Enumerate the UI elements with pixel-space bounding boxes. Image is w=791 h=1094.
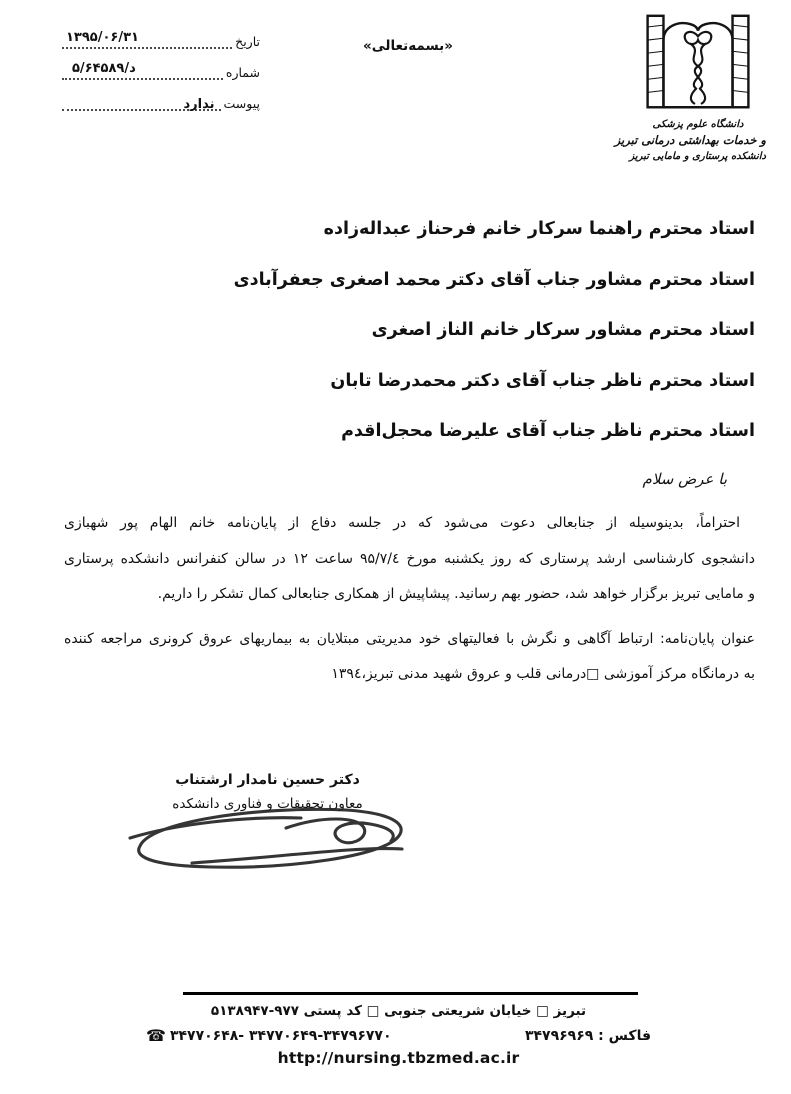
- thesis-title-line-1: عنوان پایان‌نامه: ارتباط آگاهی و نگرش با فعالیتهای خود مدیریتی مبتلایان به بیماریهای عروق کرونری مراجعه کننده: [64, 630, 755, 647]
- date-label: تاریخ: [235, 34, 260, 50]
- thesis-title-line-2: به درمانگاه مرکز آموزشی □درمانی قلب و عروق شهید مدنی تبریز،۱۳۹٤: [331, 666, 755, 682]
- number-label: شماره: [225, 65, 260, 81]
- university-emblem-icon: [642, 8, 754, 116]
- footer-website-url: http://nursing.tbzmed.ac.ir: [277, 1049, 520, 1067]
- number-dotted-leader: [62, 54, 223, 80]
- recipient-advisor-2: استاد محترم مشاور سرکار خانم الناز اصغری: [371, 320, 755, 340]
- letterhead-meta: [62, 18, 260, 111]
- salutation: با عرض سلام: [642, 470, 727, 488]
- number-value: ۵/د/۶۴۵۸۹: [72, 61, 136, 76]
- attachment-value: ندارد: [183, 97, 215, 112]
- signatory-title: معاون تحقیقات و فناوری دانشکده: [172, 796, 363, 812]
- footer: [146, 1003, 651, 1067]
- footer-phones: [146, 1028, 392, 1044]
- body-line-3: و مامایی تبریز برگزار خواهد شد، حضور بهم رسانید. پیشاپیش از همکاری جنابعالی کمال تشکر را داریم.: [157, 586, 755, 602]
- recipient-examiner-2: استاد محترم ناظر جناب آقای علیرضا محجل‌اقدم: [341, 421, 755, 441]
- footer-divider: [183, 992, 638, 995]
- date-value: ۱۳۹۵/۰۶/۳۱: [66, 30, 139, 45]
- letter-body: [64, 506, 755, 693]
- telephone-icon: ☎: [146, 1026, 166, 1045]
- attachment-label: پیوست: [223, 96, 260, 112]
- signatory-name: دکتر حسین نامدار ارشتناب: [175, 772, 360, 788]
- logo-text-health-services: و خدمات بهداشتی درمانی تبریز: [614, 133, 766, 147]
- date-dotted-leader: [62, 23, 232, 49]
- thesis-title-paragraph: [64, 622, 755, 693]
- handwritten-signature: [126, 792, 416, 887]
- recipient-supervisor: استاد محترم راهنما سرکار خانم فرحناز عبداله‌زاده: [323, 219, 755, 239]
- logo-text-faculty: دانشکده پرستاری و مامایی تبریز: [629, 151, 766, 163]
- body-line-2: دانشجوی کارشناسی ارشد پرستاری که روز یکشنبه مورخ ۹۵/۷/٤ ساعت ۱۲ در سالن کنفرانس دانشکده پرستاری: [64, 550, 756, 567]
- fax-number: فاکس : ۳۴۷۹۶۹۶۹: [524, 1028, 651, 1044]
- date-row: [62, 18, 260, 49]
- besmele-heading: «بسمه‌تعالی»: [363, 38, 453, 54]
- footer-phone-fax-row: [146, 1028, 651, 1044]
- recipient-advisor-1: استاد محترم مشاور جناب آقای دکتر محمد اصغری جعفرآبادی: [233, 269, 755, 290]
- number-row: [62, 49, 260, 80]
- recipient-examiner-1: استاد محترم ناظر جناب آقای دکتر محمدرضا تابان: [330, 370, 755, 391]
- attachment-row: [62, 80, 260, 111]
- attachment-dotted-leader: [62, 85, 221, 111]
- body-line-1: احتراماً، بدینوسیله از جنابعالی دعوت می‌شود که در جلسه دفاع از پایان‌نامه خانم الهام پور شهبازی: [64, 515, 740, 531]
- footer-address: تبریز □ خیابان شریعتی جنوبی □ کد پستی ۹۷۷-۵۱۳۸۹۴۷: [210, 1003, 587, 1019]
- logo-text-university: دانشگاه علوم پزشکی: [652, 119, 744, 130]
- university-logo: [614, 8, 766, 165]
- recipients-list: [234, 204, 755, 457]
- phone-numbers: ۳۴۷۷۰۶۴۸- ۳۴۷۷۰۶۴۹-۳۴۷۹۶۷۷۰: [169, 1028, 392, 1044]
